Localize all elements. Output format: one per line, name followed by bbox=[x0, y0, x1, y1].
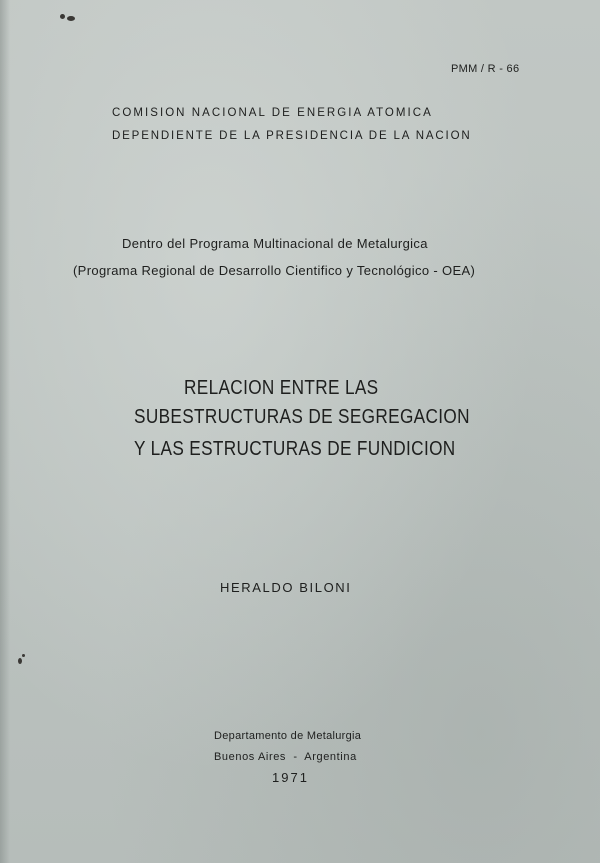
department: Departamento de Metalurgia bbox=[214, 730, 362, 742]
page-edge-shadow bbox=[0, 0, 10, 863]
program-line: Dentro del Programa Multinacional de Metalurgica bbox=[122, 236, 428, 251]
title-line-3: Y LAS ESTRUCTURAS DE FUNDICION bbox=[134, 438, 456, 460]
author-name: HERALDO BILONI bbox=[220, 580, 352, 595]
program-regional-line: (Programa Regional de Desarrollo Cientifico y Tecnológico - OEA) bbox=[73, 263, 476, 278]
publication-year: 1971 bbox=[272, 770, 309, 785]
report-code: PMM / R - 66 bbox=[451, 63, 520, 75]
ink-smudge bbox=[67, 16, 75, 21]
ink-smudge bbox=[22, 654, 25, 657]
institution-dependency: DEPENDIENTE DE LA PRESIDENCIA DE LA NACION bbox=[112, 130, 472, 142]
ink-smudge bbox=[18, 658, 22, 664]
location: Buenos Aires - Argentina bbox=[214, 751, 357, 763]
title-line-2: SUBESTRUCTURAS DE SEGREGACION bbox=[134, 406, 470, 428]
ink-smudge bbox=[60, 14, 65, 19]
institution-name: COMISION NACIONAL DE ENERGIA ATOMICA bbox=[112, 107, 433, 119]
title-line-1: RELACION ENTRE LAS bbox=[184, 377, 379, 399]
